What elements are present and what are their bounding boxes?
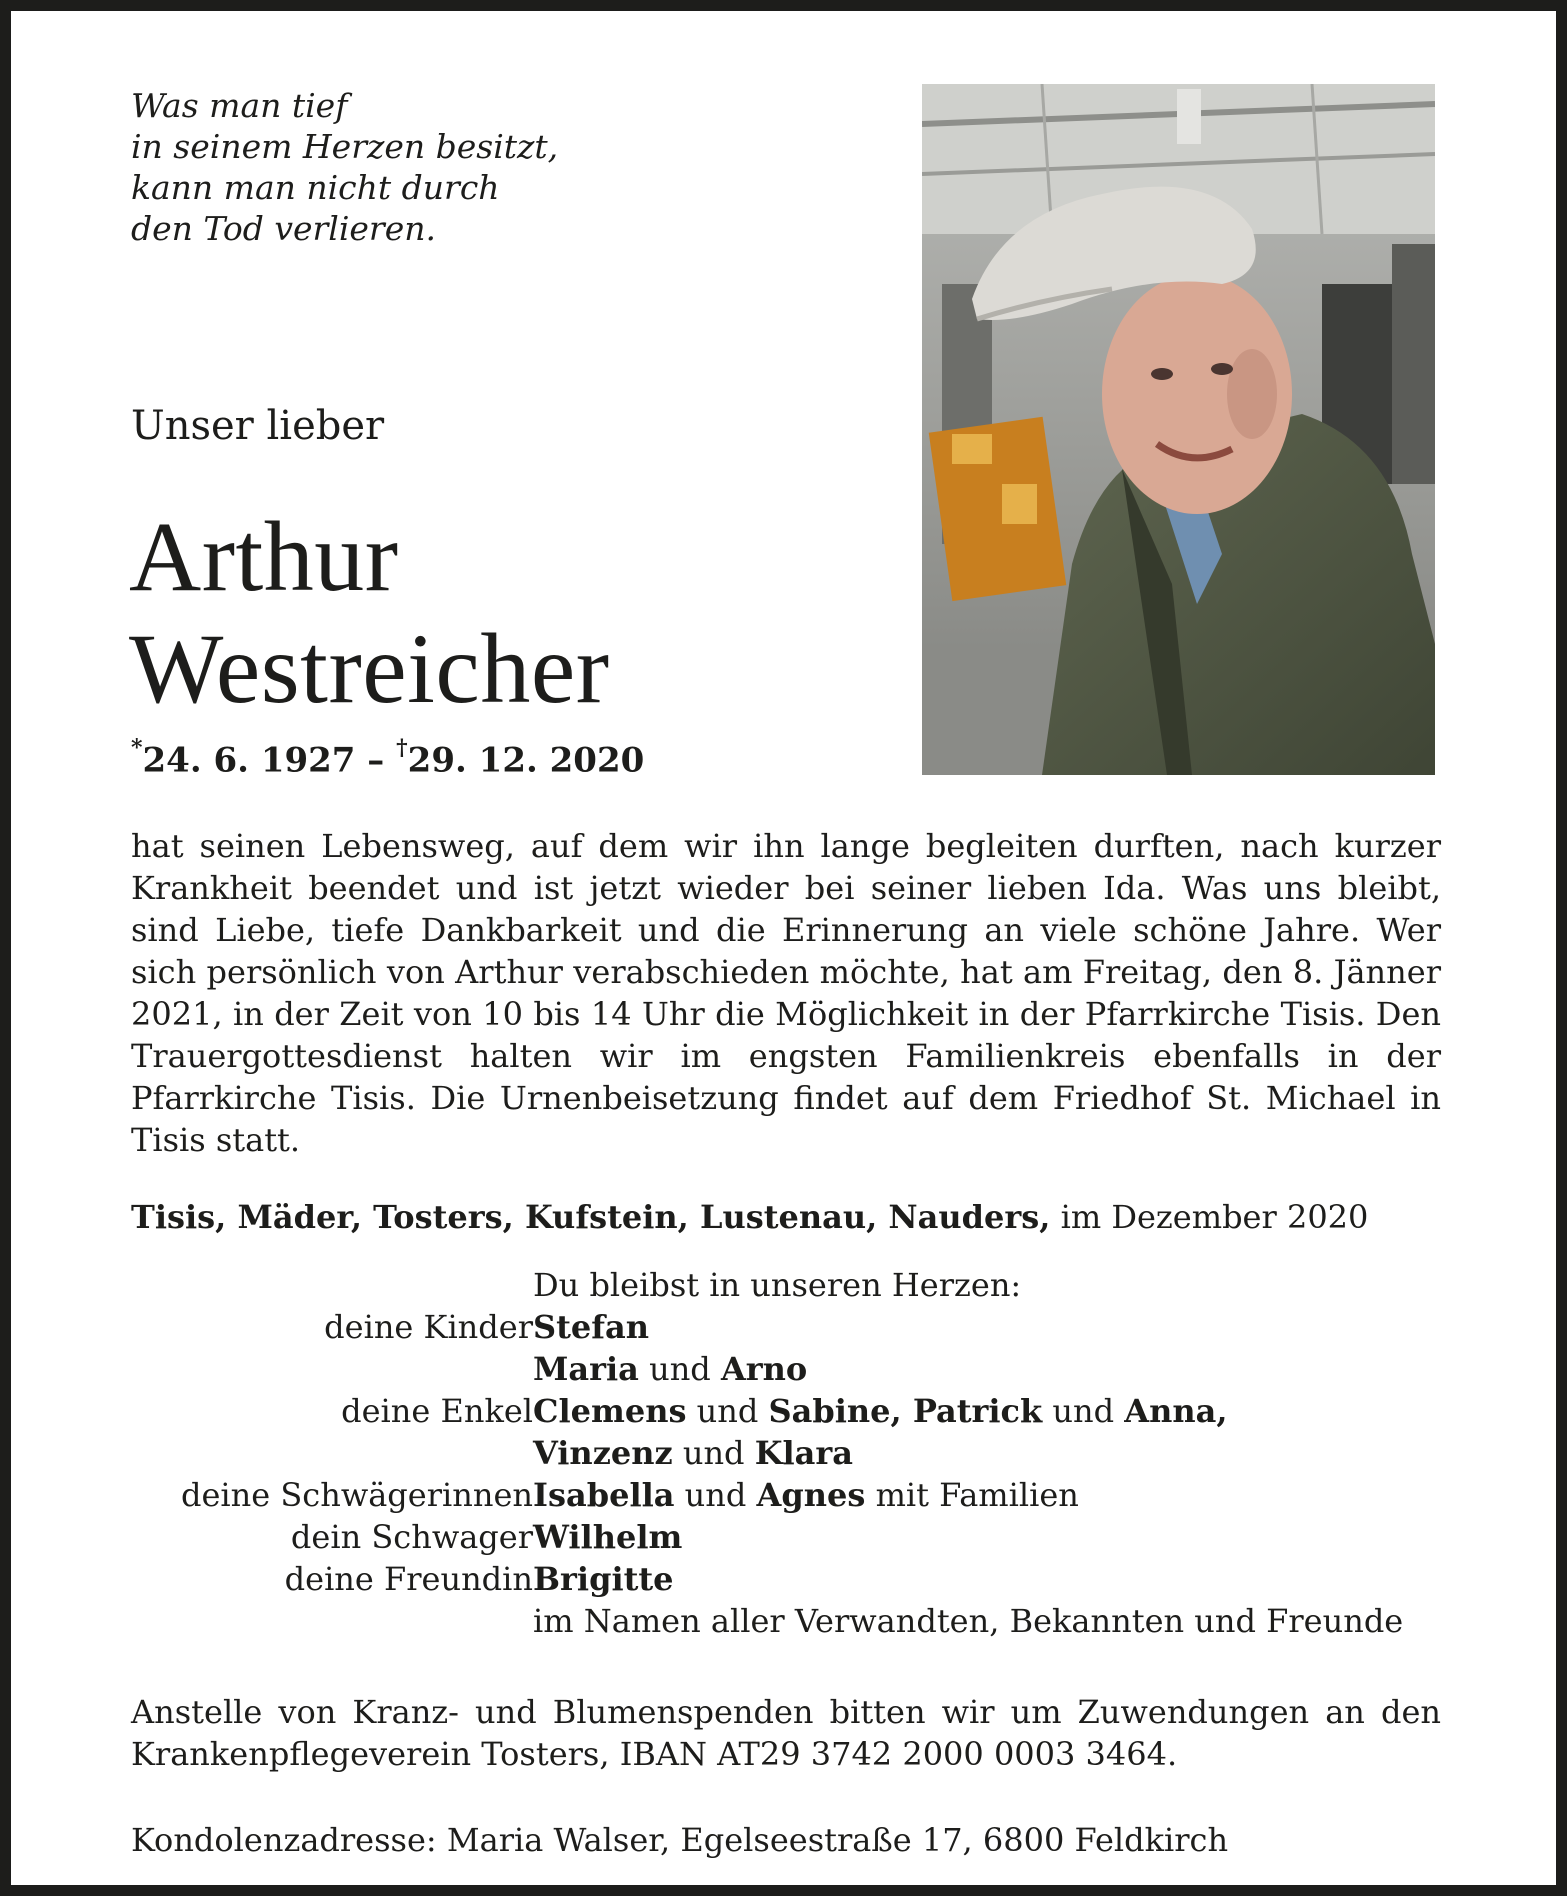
quote-line: den Tod verlieren. bbox=[131, 209, 436, 248]
mourner-name: Maria bbox=[533, 1350, 639, 1388]
conjunction: und bbox=[1052, 1392, 1115, 1430]
death-mark: † bbox=[396, 735, 408, 761]
mourner-names bbox=[533, 1558, 674, 1600]
donation-note: Anstelle von Kranz- und Blumenspenden bitten wir um Zuwendungen an den Krankenpflegeverein Tosters, IBAN AT29 3742 2000 0003 3464. bbox=[131, 1693, 1441, 1773]
mourners-row bbox=[11, 1390, 1567, 1432]
birth-date: 24. 6. 1927 bbox=[142, 740, 356, 781]
mourners-row bbox=[11, 1516, 1567, 1558]
first-name: Arthur bbox=[129, 501, 399, 612]
mourner-names bbox=[533, 1516, 682, 1558]
mourner-name: Isabella bbox=[533, 1476, 675, 1514]
mourner-name: Sabine, Patrick bbox=[768, 1392, 1043, 1430]
mourner-name: Vinzenz bbox=[533, 1434, 673, 1472]
relation-label: deine Schwägerinnen bbox=[180, 1476, 533, 1514]
relation-label: deine Kinder bbox=[324, 1308, 533, 1346]
portrait-illustration bbox=[922, 84, 1435, 775]
mourners-list bbox=[11, 1264, 1567, 1642]
quote-line: in seinem Herzen besitzt, bbox=[131, 127, 559, 166]
mourners-heading-row bbox=[11, 1264, 1567, 1306]
mourner-suffix: mit Familien bbox=[875, 1476, 1079, 1514]
mourner-name: Stefan bbox=[533, 1308, 650, 1346]
quote-line: kann man nicht durch bbox=[131, 168, 500, 207]
mourner-name: Agnes bbox=[756, 1476, 866, 1514]
date-separator: – bbox=[355, 740, 397, 781]
mourner-names bbox=[533, 1474, 1079, 1516]
mourner-names bbox=[533, 1432, 853, 1474]
relation-label: dein Schwager bbox=[290, 1518, 533, 1556]
memorial-quote bbox=[131, 85, 651, 249]
quote-line: Was man tief bbox=[131, 86, 348, 125]
notice-date: im Dezember 2020 bbox=[1060, 1198, 1369, 1236]
birth-mark: * bbox=[131, 735, 143, 761]
mourners-row bbox=[11, 1432, 1567, 1474]
deceased-name bbox=[129, 501, 610, 725]
towns: Tisis, Mäder, Tosters, Kufstein, Lustenau, Nauders, bbox=[131, 1198, 1051, 1236]
conjunction: und bbox=[684, 1476, 747, 1514]
life-dates bbox=[131, 735, 645, 781]
portrait-photo bbox=[922, 84, 1435, 775]
mourner-name: Anna, bbox=[1124, 1392, 1228, 1430]
death-date: 29. 12. 2020 bbox=[407, 740, 645, 781]
mourner-name: Wilhelm bbox=[533, 1518, 683, 1556]
mourners-row bbox=[11, 1306, 1567, 1348]
intro-text: Unser lieber bbox=[131, 403, 385, 449]
mourners-heading: Du bleibst in unseren Herzen: bbox=[533, 1266, 1022, 1304]
mourner-name: Brigitte bbox=[533, 1560, 674, 1598]
place-and-date bbox=[131, 1196, 1441, 1238]
obituary-paragraph: hat seinen Lebensweg, auf dem wir ihn lange begleiten durften, nach kurzer Krankheit beendet und ist jetzt wieder bei seiner lieben Ida. Was uns bleibt, sind Liebe, tiefe Dankbarkeit und die Erinnerung an viele schöne Jahre. Wer sich persönlich von Arthur verabschieden möchte, hat am Freitag, den 8. Jänner 2021, in der Zeit von 10 bis 14 Uhr die Möglichkeit in der Pfarrkirche Tisis. Den Trauergottesdienst halten wir im engsten Familienkreis ebenfalls in der Pfarrkirche Tisis. Die Urnenbeisetzung findet auf dem Friedhof St. Michael in Tisis statt. bbox=[131, 827, 1441, 1159]
mourner-names bbox=[533, 1348, 807, 1390]
mourners-closing-row bbox=[11, 1600, 1567, 1642]
mourner-name: Clemens bbox=[533, 1392, 687, 1430]
relation-label: deine Freundin bbox=[284, 1560, 533, 1598]
mourners-closing: im Namen aller Verwandten, Bekannten und Freunde bbox=[533, 1602, 1404, 1640]
mourner-name: Arno bbox=[720, 1350, 808, 1388]
relation-label: deine Enkel bbox=[341, 1392, 533, 1430]
obituary-text bbox=[131, 825, 1441, 1161]
condolence-address: Kondolenzadresse: Maria Walser, Egelseestraße 17, 6800 Feldkirch bbox=[131, 1821, 1229, 1859]
mourner-name: Klara bbox=[754, 1434, 853, 1472]
mourner-names bbox=[533, 1390, 1227, 1432]
mourners-row bbox=[11, 1348, 1567, 1390]
mourners-row bbox=[11, 1558, 1567, 1600]
conjunction: und bbox=[682, 1434, 745, 1472]
last-name: Westreicher bbox=[129, 613, 610, 724]
conjunction: und bbox=[649, 1350, 711, 1388]
conjunction: und bbox=[696, 1392, 759, 1430]
mourner-names bbox=[533, 1306, 649, 1348]
mourners-row bbox=[11, 1474, 1567, 1516]
